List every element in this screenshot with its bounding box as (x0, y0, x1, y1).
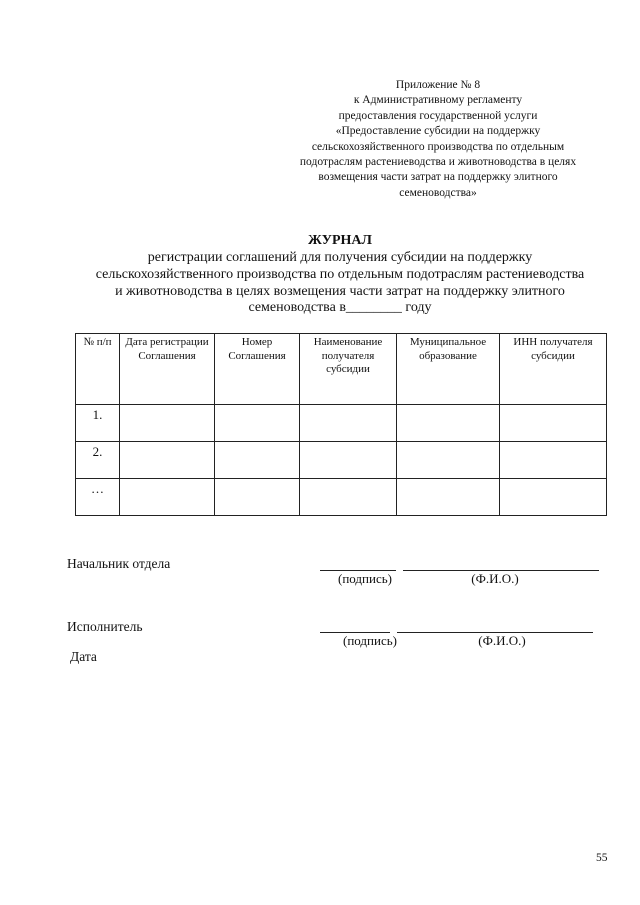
header-agreement-number: Номер Соглашения (215, 334, 300, 405)
table-row (76, 442, 607, 479)
table-cell (397, 479, 500, 516)
table-cell (500, 442, 607, 479)
document-subtitle (50, 250, 630, 317)
page-number: 55 (596, 852, 608, 864)
row-number: 1. (76, 405, 120, 442)
appendix-line: возмещения части затрат на поддержку элитного (318, 171, 558, 184)
table-cell (500, 405, 607, 442)
executor-signature-caption: (подпись) (343, 633, 397, 648)
table-cell (500, 479, 607, 516)
table-row (76, 405, 607, 442)
table-cell (397, 442, 500, 479)
table-cell (397, 405, 500, 442)
head-of-department-label: Начальник отдела (67, 556, 171, 571)
appendix-line: «Предоставление субсидии на поддержку (335, 125, 541, 138)
row-number: … (76, 479, 120, 516)
table-cell (300, 405, 397, 442)
head-signature-caption: (подпись) (338, 571, 392, 586)
table-cell (215, 479, 300, 516)
header-recipient-inn: ИНН получателя субсидии (500, 334, 607, 405)
head-name-caption: (Ф.И.О.) (471, 571, 519, 586)
executor-label: Исполнитель (67, 619, 143, 634)
appendix-line: семеноводства» (399, 186, 477, 199)
appendix-line: подотраслям растениеводства и животноводства в целях (299, 156, 577, 169)
table-cell (120, 405, 215, 442)
table-cell (120, 442, 215, 479)
header-number: № п/п (76, 334, 120, 405)
subtitle-line: и животноводства в целях возмещения части затрат на поддержку элитного (115, 283, 565, 299)
table-cell (215, 442, 300, 479)
table-cell (120, 479, 215, 516)
subtitle-line: сельскохозяйственного производства по отдельным подотраслям растениеводства (95, 266, 585, 282)
subtitle-line: регистрации соглашений для получения субсидии на поддержку (147, 250, 533, 265)
header-recipient-name: Наименование получателя субсидии (300, 334, 397, 405)
table-row (76, 479, 607, 516)
date-label: Дата (70, 649, 97, 664)
table-cell (300, 479, 397, 516)
header-municipality: Муниципальное образование (397, 334, 500, 405)
appendix-line: сельскохозяйственного производства по отдельным (311, 140, 565, 153)
appendix-line: Приложение № 8 (395, 79, 481, 91)
document-title: ЖУРНАЛ (308, 233, 372, 248)
table-header-row (76, 334, 607, 405)
row-number: 2. (76, 442, 120, 479)
appendix-line: предоставления государственной услуги (338, 109, 538, 122)
table-cell (300, 442, 397, 479)
appendix-header (270, 78, 606, 201)
table-cell (215, 405, 300, 442)
appendix-line: к Административному регламенту (353, 94, 523, 107)
executor-name-caption: (Ф.И.О.) (478, 633, 526, 648)
journal-table (75, 333, 607, 516)
subtitle-line: семеноводства в________ году (248, 300, 432, 316)
header-registration-date: Дата регистрации Соглашения (120, 334, 215, 405)
